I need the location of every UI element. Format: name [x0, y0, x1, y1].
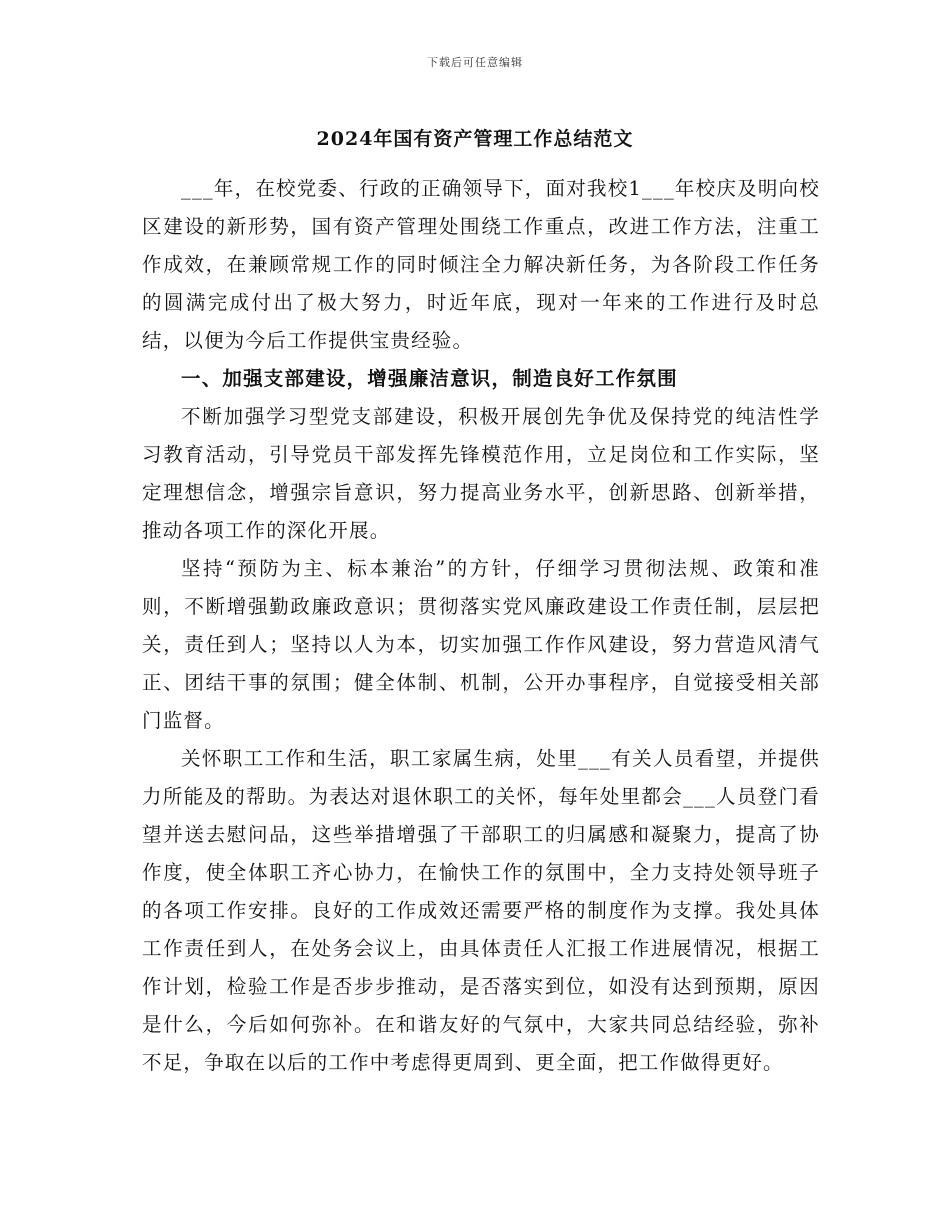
document-body: [142, 170, 820, 1082]
header-note: 下载后可任意编辑: [427, 56, 523, 69]
document-title: 2024年国有资产管理工作总结范文: [316, 128, 634, 150]
paragraph-2: 坚持“预防为主、标本兼治”的方针，仔细学习贯彻法规、政策和准则，不断增强勤政廉政意识；贯彻落实党风廉政建设工作责任制，层层把关，责任到人；坚持以人为本，切实加强工作作风建设，努力营造风清气正、团结干事的氛围；健全体制、机制，公开办事程序，自觉接受相关部门监督。: [142, 557, 820, 732]
paragraph-1: 不断加强学习型党支部建设，积极开展创先争优及保持党的纯洁性学习教育活动，引导党员干部发挥先锋模范作用，立足岗位和工作实际，坚定理想信念，增强宗旨意识，努力提高业务水平，创新思路、创新举措，推动各项工作的深化开展。: [142, 405, 820, 542]
paragraph-3: 关怀职工工作和生活，职工家属生病，处里___有关人员看望，并提供力所能及的帮助。为表达对退休职工的关怀，每年处里都会___人员登门看望并送去慰问品，这些举措增强了干部职工的归属感和凝聚力，提高了协作度，使全体职工齐心协力，在愉快工作的氛围中，全力支持处领导班子的各项工作安排。良好的工作成效还需要严格的制度作为支撑。我处具体工作责任到人，在处务会议上，由具体责任人汇报工作进展情况，根据工作计划，检验工作是否步步推动，是否落实到位，如没有达到预期，原因是什么，今后如何弥补。在和谐友好的气氛中，大家共同总结经验，弥补不足，争取在以后的工作中考虑得更周到、更全面，把工作做得更好。: [142, 747, 820, 1074]
intro-paragraph: ___年，在校党委、行政的正确领导下，面对我校1___年校庆及明向校区建设的新形势，国有资产管理处围绕工作重点，改进工作方法，注重工作成效，在兼顾常规工作的同时倾注全力解决新任务，为各阶段工作任务的圆满完成付出了极大努力，时近年底，现对一年来的工作进行及时总结，以便为今后工作提供宝贵经验。: [142, 177, 820, 352]
section-heading-1: 一、加强支部建设，增强廉洁意识，制造良好工作氛围: [181, 367, 678, 390]
